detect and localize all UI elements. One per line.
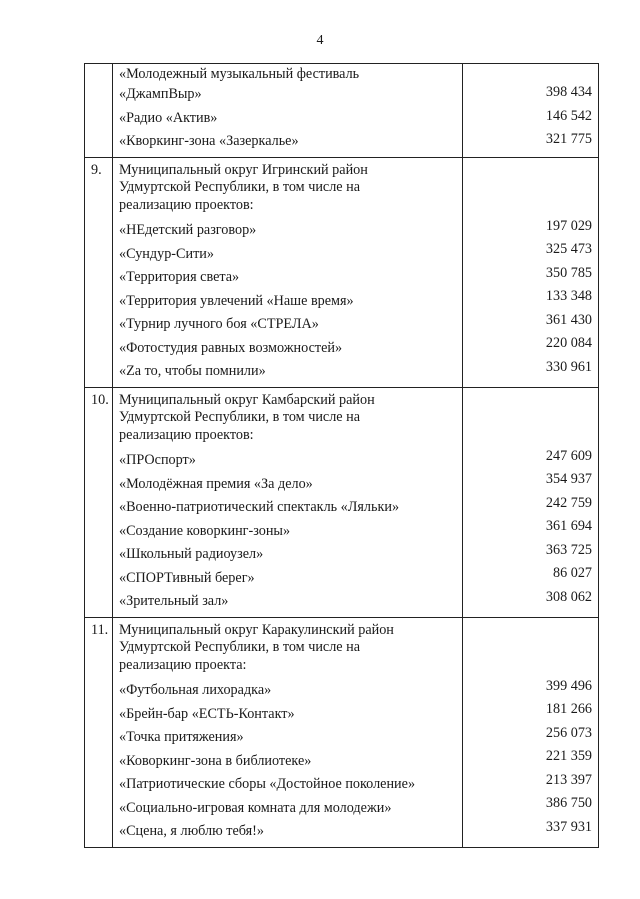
district-header-line: реализацию проекта: (119, 656, 247, 673)
project-amount: 354 937 (545, 471, 592, 487)
district-header (113, 158, 462, 220)
table-row (85, 387, 599, 617)
project-amount: 181 266 (545, 701, 592, 717)
project-name: «Радио «Актив» (119, 109, 218, 126)
district-header-line: Удмуртской Республики, в том числе на (119, 179, 361, 195)
project-name: «Турнир лучного боя «СТРЕЛА» (119, 316, 319, 332)
district-header (113, 618, 462, 680)
district-header-line: Удмуртской Республики, в том числе на (119, 639, 361, 655)
project-name: «Патриотические сборы «Достойное поколение» (119, 776, 416, 792)
allocation-table (84, 63, 599, 848)
project-amount: 146 542 (545, 107, 592, 124)
row-amount-cell (463, 387, 599, 617)
row-amount-cell (463, 157, 599, 387)
project-name: «Точка притяжения» (119, 729, 244, 745)
district-header-line: Муниципальный округ Камбарский район (119, 391, 375, 408)
project-name: «Социально-игровая комната для молодежи» (119, 799, 392, 816)
project-name: «СПОРТивный берег» (119, 569, 255, 586)
district-header (113, 388, 462, 450)
project-amount: 247 609 (545, 447, 592, 464)
project-amount: 399 496 (545, 677, 592, 694)
project-amount: 220 084 (545, 335, 592, 351)
project-amount: 221 359 (545, 748, 592, 764)
project-amount: 197 029 (545, 217, 592, 234)
project-name: «Za то, чтобы помнили» (119, 363, 266, 379)
row-number: 9. (85, 157, 113, 387)
project-name: «Зрительный зал» (119, 593, 229, 609)
table-row (85, 617, 599, 847)
project-amount: 133 348 (545, 288, 592, 304)
row-name-cell (113, 64, 463, 158)
project-name: «ДжампВыр» (119, 86, 202, 102)
project-amount: 321 775 (545, 131, 592, 147)
district-header-line: реализацию проектов: (119, 196, 254, 213)
project-name: «Сцена, я люблю тебя!» (119, 823, 264, 839)
project-name: «Молодежный музыкальный фестиваль (119, 66, 360, 82)
row-amount-cell (463, 64, 599, 158)
project-amount: 86 027 (552, 565, 592, 581)
row-number: 10. (85, 387, 113, 617)
project-name: «Фотостудия равных возможностей» (119, 339, 343, 356)
project-name: «Футбольная лихорадка» (119, 682, 272, 698)
project-amount: 242 759 (545, 494, 592, 511)
project-name: «Брейн-бар «ЕСТЬ-Контакт» (119, 705, 295, 722)
row-number: 11. (85, 617, 113, 847)
project-name: «Территория увлечений «Наше время» (119, 292, 354, 309)
district-header-line: Удмуртской Республики, в том числе на (119, 409, 361, 425)
project-amount: 213 397 (545, 771, 592, 788)
project-amount: 330 961 (545, 358, 592, 375)
project-amount: 325 473 (545, 241, 592, 257)
project-name: «Коворкинг-зона в библиотеке» (119, 752, 312, 769)
row-name-cell (113, 387, 463, 617)
project-name: «Военно-патриотический спектакль «Ляльки» (119, 499, 400, 515)
project-amount: 350 785 (545, 264, 592, 281)
district-header-line: Муниципальный округ Игринский район (119, 161, 368, 178)
project-name: «ПРОспорт» (119, 452, 196, 468)
row-name-cell (113, 157, 463, 387)
project-amount: 361 694 (545, 518, 592, 534)
table-row (85, 64, 599, 158)
project-name: «Кворкинг-зона «Зазеркалье» (119, 133, 299, 149)
table-row (85, 157, 599, 387)
project-amount: 363 725 (545, 541, 592, 558)
row-amount-cell (463, 617, 599, 847)
project-amount: 256 073 (545, 724, 592, 741)
row-number (85, 64, 113, 158)
project-amount: 398 434 (545, 84, 592, 100)
project-name: «Сундур-Сити» (119, 245, 214, 262)
project-amount: 308 062 (545, 588, 592, 605)
project-amount: 337 931 (545, 818, 592, 835)
district-header-line: Муниципальный округ Каракулинский район (119, 621, 394, 638)
page-number: 4 (316, 33, 324, 48)
project-name: «Молодёжная премия «За дело» (119, 475, 313, 492)
project-name: «Школьный радиоузел» (119, 546, 264, 562)
row-name-cell (113, 617, 463, 847)
project-amount: 361 430 (545, 311, 592, 328)
project-amount: 386 750 (545, 795, 592, 811)
project-name: «Территория света» (119, 269, 240, 285)
district-header-line: реализацию проектов: (119, 426, 254, 443)
project-name: «Создание коворкинг-зоны» (119, 522, 291, 539)
project-name: «НЕдетский разговор» (119, 222, 257, 238)
